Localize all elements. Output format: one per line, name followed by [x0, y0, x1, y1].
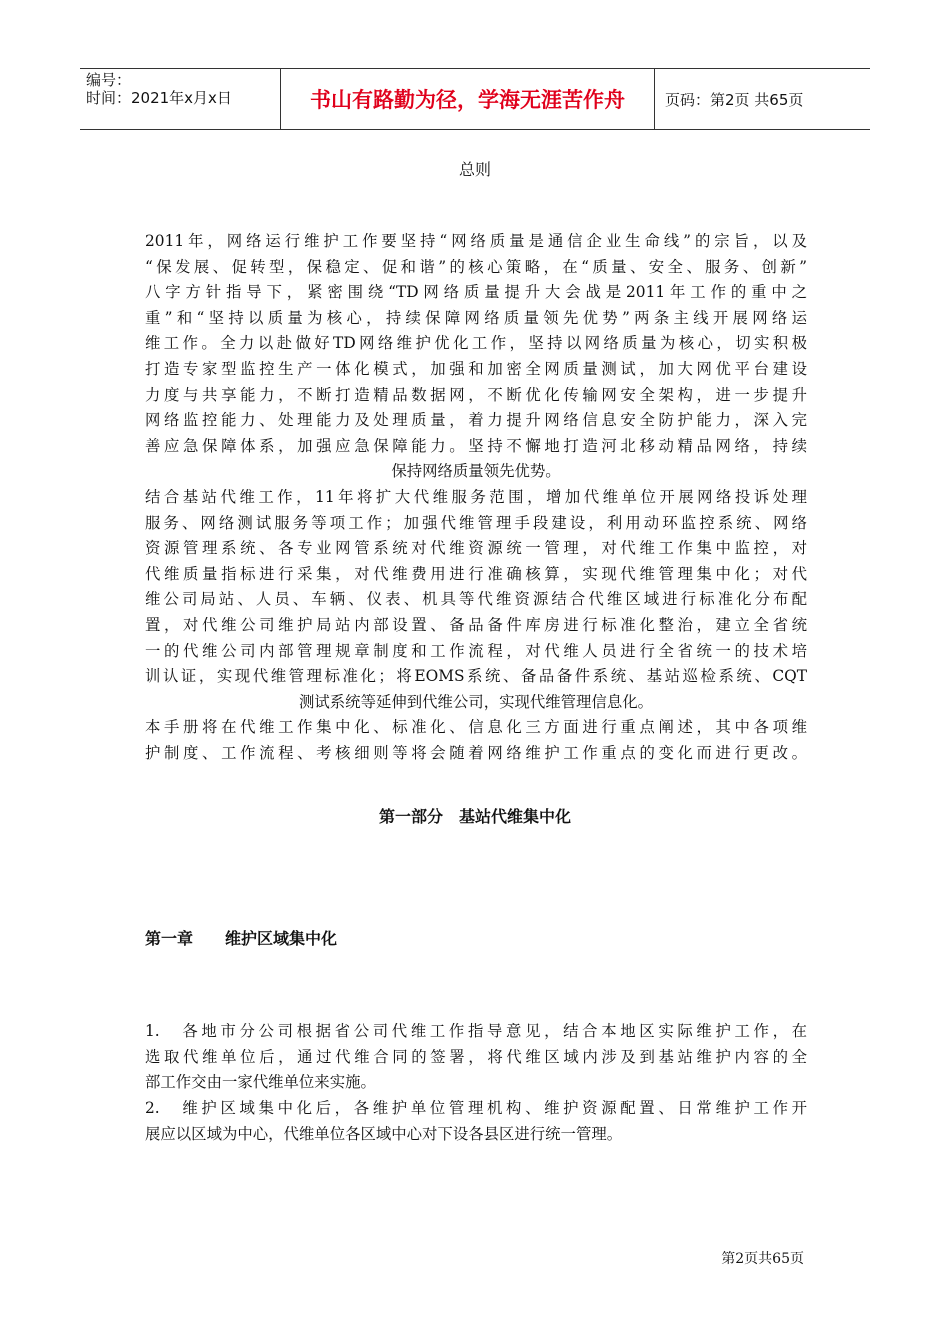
text-line: 选取代维单位后，通过代维合同的签署，将代维区域内涉及到基站维护内容的全 [145, 1047, 807, 1066]
list-item-2 [145, 1096, 807, 1147]
text-line: 服务、网络测试服务等项工作；加强代维管理手段建设，利用动环监控系统、网络 [145, 513, 807, 532]
text-line: 1. 各地市分公司根据省公司代维工作指导意见，结合本地区实际维护工作，在 [145, 1022, 807, 1040]
header-motto: 书山有路勤为径，学海无涯苦作舟 [310, 88, 625, 112]
text-line: 展应以区域为中心，代维单位各区域中心对下设各县区进行统一管理。 [145, 1124, 623, 1143]
text-line: 结合基站代维工作，11年将扩大代维服务范围，增加代维单位开展网络投诉处理 [145, 488, 807, 506]
text-line: 维工作。全力以赴做好TD网络维护优化工作，坚持以网络质量为核心，切实积极 [145, 334, 807, 353]
text-line: 训认证，实现代维管理标准化；将EOMS系统、备品备件系统、基站巡检系统、CQT [145, 667, 807, 686]
text-line: 维公司局站、人员、车辆、仪表、机具等代维资源结合代维区域进行标准化分布配 [145, 590, 807, 609]
text-line: 护制度、工作流程、考核细则等将会随着网络维护工作重点的变化而进行更改。 [145, 743, 807, 762]
list-item-1 [145, 1019, 807, 1096]
text-line: 2011年，网络运行维护工作要坚持“网络质量是通信企业生命线”的宗旨，以及 [145, 232, 807, 250]
header-page-cell [655, 69, 870, 129]
text-line: 测试系统等延伸到代维公司，实现代维管理信息化。 [299, 692, 653, 711]
document-number-label: 编号： [86, 71, 132, 89]
text-line: 置，对代维公司维护局站内部设置、备品备件库房进行标准化整治，建立全省统 [145, 615, 807, 634]
header-page-number: 页码：第2页 共65页 [665, 90, 804, 109]
text-line: 一的代维公司内部管理规章制度和工作流程，对代维人员进行全省统一的技术培 [145, 641, 807, 660]
text-line: 部工作交由一家代维单位来实施。 [145, 1073, 376, 1092]
text-line: 保持网络质量领先优势。 [391, 462, 561, 481]
text-line: 打造专家型监控生产一体化模式，加强和加密全网质量测试，加大网优平台建设 [145, 359, 807, 378]
agency-paragraph [145, 485, 807, 715]
text-line: 本手册将在代维工作集中化、标准化、信息化三方面进行重点阐述，其中各项维 [145, 718, 807, 736]
text-line: 2. 维护区域集中化后，各维护单位管理机构、维护资源配置、日常维护工作开 [145, 1099, 807, 1117]
text-line: 网络监控能力、处理能力及处理质量，着力提升网络信息安全防护能力，深入完 [145, 411, 807, 430]
section-title: 总则 [458, 160, 491, 179]
header-meta [80, 69, 280, 129]
part-title: 第一部分 基站代维集中化 [378, 807, 571, 826]
text-line: 力度与共享能力，不断打造精品数据网，不断优化传输网安全架构，进一步提升 [145, 385, 807, 404]
document-time-label: 时间：2021年x月x日 [86, 89, 232, 107]
text-line: 代维质量指标进行采集，对代维费用进行准确核算，实现代维管理集中化；对代 [145, 564, 807, 583]
text-line: 重”和“坚持以质量为核心，持续保障网络质量领先优势”两条主线开展网络运 [145, 308, 807, 327]
chapter-title: 第一章 维护区域集中化 [145, 929, 338, 948]
text-line: “保发展、促转型，保稳定、促和谐”的核心策略，在“质量、安全、服务、创新” [145, 257, 807, 276]
text-line: 资源管理系统、各专业网管系统对代维资源统一管理，对代维工作集中监控，对 [145, 539, 807, 558]
intro-paragraph [145, 229, 807, 485]
text-line: 善应急保障体系，加强应急保障能力。坚持不懈地打造河北移动精品网络，持续 [145, 436, 807, 455]
page-footer: 第2页共65页 [721, 1251, 804, 1267]
text-line: 八字方针指导下，紧密围绕“TD网络质量提升大会战是2011年工作的重中之 [145, 283, 807, 302]
page-header [80, 68, 870, 130]
header-motto-cell [280, 69, 655, 129]
manual-paragraph [145, 715, 807, 766]
